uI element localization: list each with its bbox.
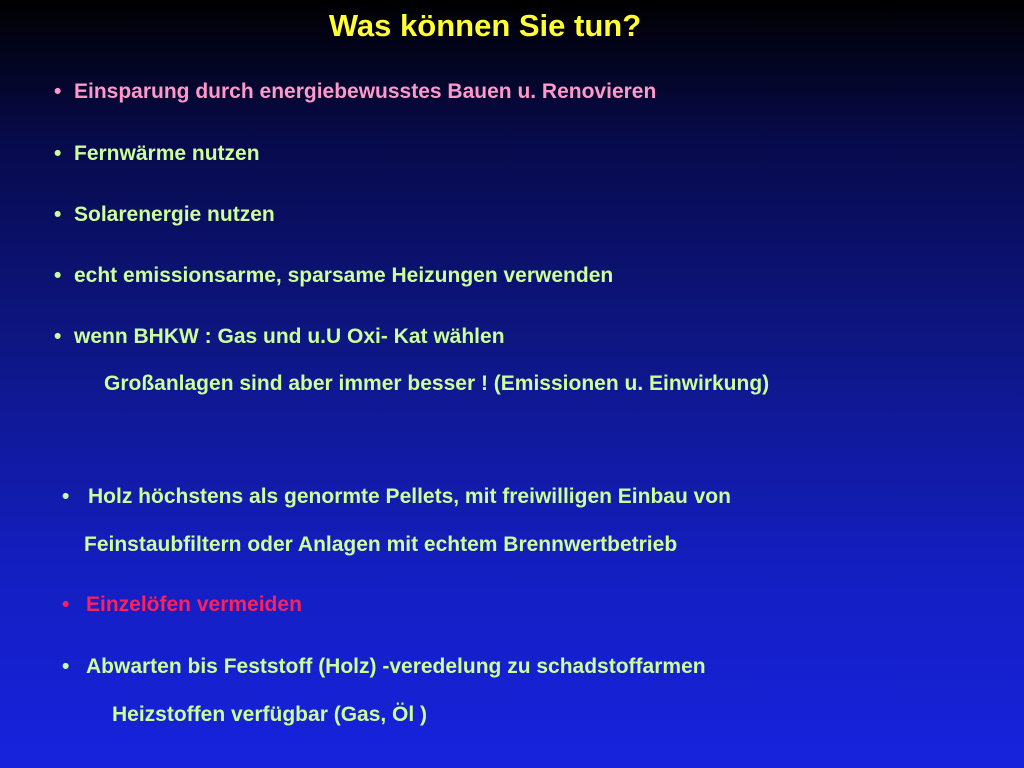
bullet-item-1: [54, 79, 656, 104]
bullet-item-5-continuation: Großanlagen sind aber immer besser ! (Emissionen u. Einwirkung): [104, 372, 770, 395]
bullet-icon: •: [54, 80, 62, 103]
bullet-text: Einsparung durch energiebewusstes Bauen u. Renovieren: [74, 80, 657, 103]
bullet-text: Holz höchstens als genormte Pellets, mit freiwilligen Einbau von: [88, 485, 731, 508]
bullet-icon: •: [54, 264, 62, 287]
bullet-icon: •: [54, 325, 62, 348]
bullet-item-7: [62, 592, 302, 617]
slide-title: Was können Sie tun?: [328, 8, 642, 43]
bullet-text: Fernwärme nutzen: [74, 142, 260, 165]
bullet-text: Abwarten bis Feststoff (Holz) -veredelung zu schadstoffarmen: [86, 655, 706, 678]
bullet-item-6: [62, 484, 731, 509]
bullet-icon: •: [54, 203, 62, 226]
bullet-icon: •: [62, 655, 70, 678]
bullet-item-8-continuation: Heizstoffen verfügbar (Gas, Öl ): [112, 703, 428, 726]
bullet-item-4: [54, 263, 613, 288]
bullet-item-5: [54, 324, 505, 349]
bullet-icon: •: [62, 593, 70, 616]
bullet-icon: •: [54, 142, 62, 165]
bullet-item-2: [54, 141, 260, 166]
bullet-item-6-continuation: Feinstaubfiltern oder Anlagen mit echtem Brennwertbetrieb: [84, 533, 678, 556]
bullet-item-3: [54, 202, 275, 227]
bullet-item-8: [62, 654, 706, 679]
bullet-text: wenn BHKW : Gas und u.U Oxi- Kat wählen: [74, 325, 505, 348]
bullet-text: Solarenergie nutzen: [74, 203, 275, 226]
bullet-text: echt emissionsarme, sparsame Heizungen verwenden: [74, 264, 614, 287]
bullet-icon: •: [62, 485, 70, 508]
bullet-text: Einzelöfen vermeiden: [86, 593, 302, 616]
